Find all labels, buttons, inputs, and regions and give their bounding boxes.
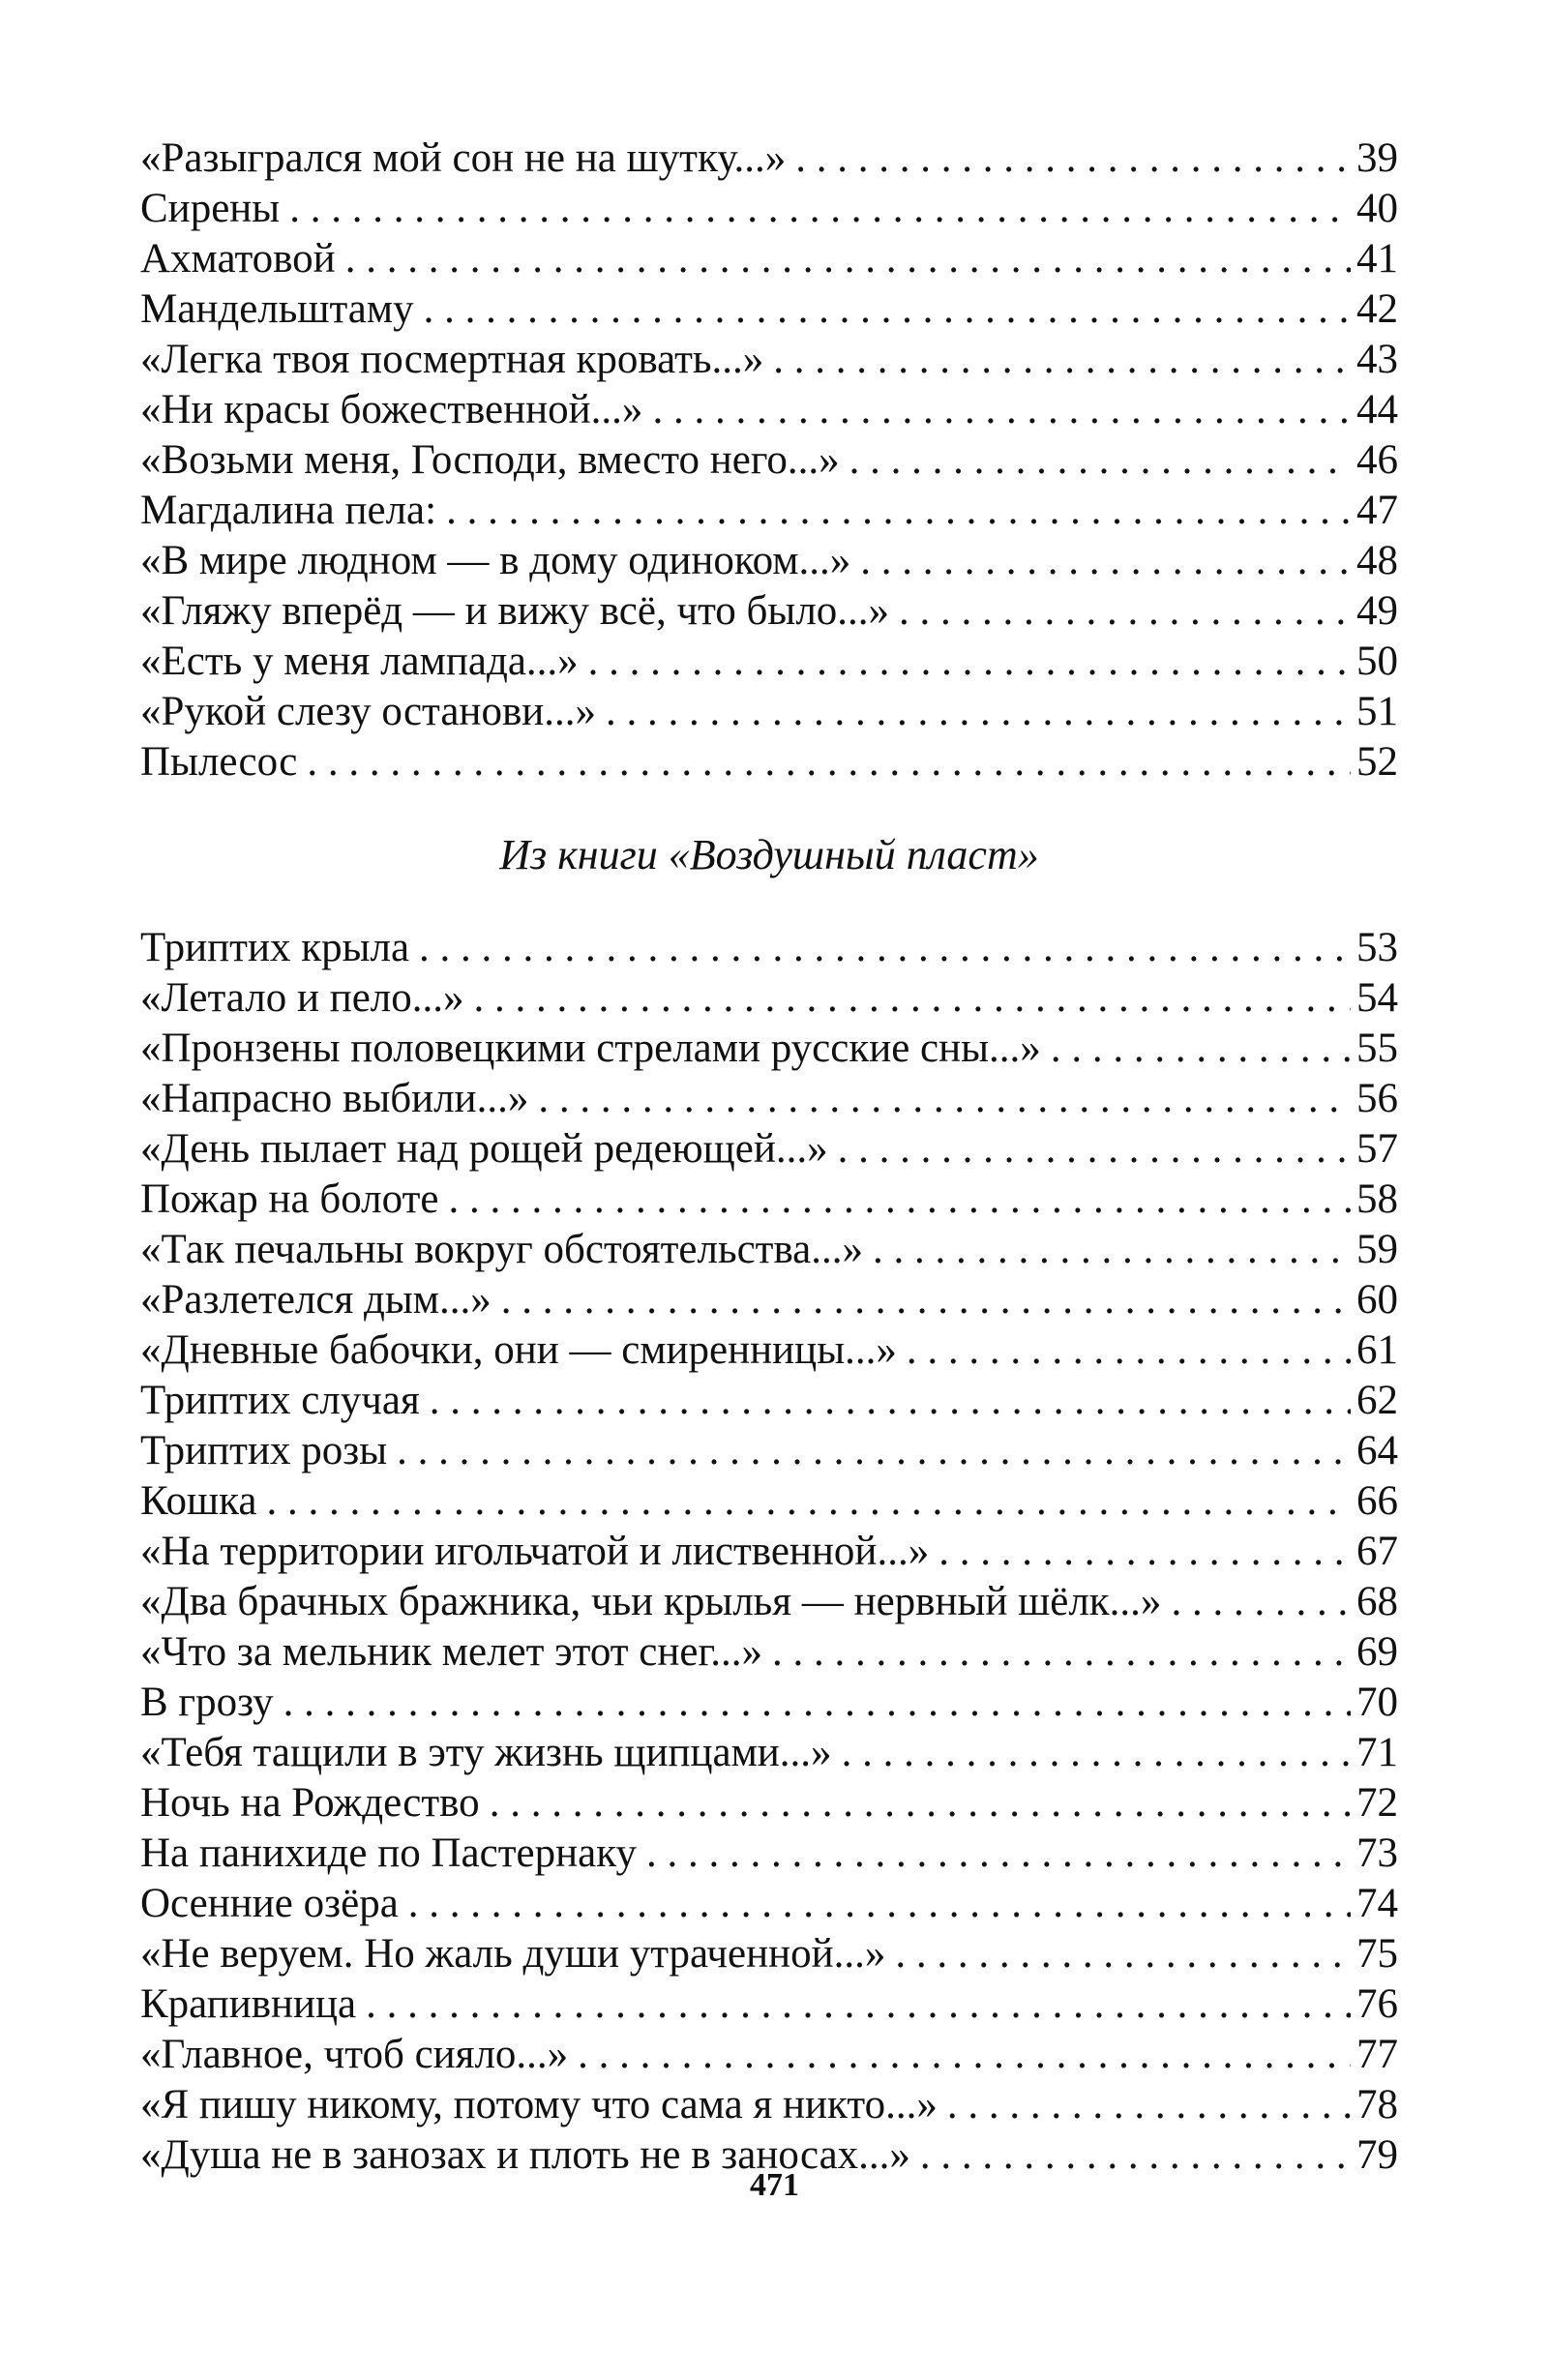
- toc-entry-page: 41: [1356, 236, 1398, 282]
- toc-entry-page: 60: [1356, 1277, 1398, 1323]
- toc-entry-title: Триптих крыла: [140, 925, 410, 970]
- toc-entry-title: «Гляжу вперёд — и вижу всё, что было...»: [140, 588, 890, 634]
- toc-entry-page: 59: [1356, 1227, 1398, 1272]
- toc-entry-title: Пылесос: [140, 739, 298, 785]
- toc-entry-page: 48: [1356, 538, 1398, 583]
- dot-leader: [860, 536, 1351, 586]
- dot-leader: [448, 1175, 1351, 1225]
- dot-leader: [795, 134, 1351, 184]
- toc-entry-page: 56: [1356, 1076, 1398, 1121]
- toc-entry-title: Триптих случая: [140, 1378, 420, 1423]
- toc-entry-page: 55: [1356, 1026, 1398, 1071]
- toc-entry: [140, 1678, 1398, 1728]
- toc-entry: [140, 1778, 1398, 1829]
- toc-entry-page: 78: [1356, 2082, 1398, 2127]
- toc-entry-page: 67: [1356, 1529, 1398, 1574]
- toc-entry: [140, 2030, 1398, 2080]
- toc-entry: [140, 1225, 1398, 1275]
- toc-entry: [140, 586, 1398, 637]
- toc-entry-page: 74: [1356, 1881, 1398, 1926]
- dot-leader: [419, 923, 1351, 973]
- toc-entry: [140, 184, 1398, 234]
- toc-entry-page: 44: [1356, 387, 1398, 432]
- toc-entry-page: 43: [1356, 337, 1398, 382]
- dot-leader: [899, 586, 1351, 637]
- toc-entry: [140, 536, 1398, 586]
- toc-entry-page: 57: [1356, 1126, 1398, 1172]
- toc-entry-title: «День пылает над рощей редеющей...»: [140, 1126, 828, 1172]
- toc-entry: [140, 134, 1398, 184]
- toc-entry: [140, 1426, 1398, 1476]
- toc-entry-title: «Возьми меня, Господи, вместо него...»: [140, 437, 840, 483]
- toc-entry-title: «Тебя тащили в эту жизнь щипцами...»: [140, 1730, 832, 1775]
- dot-leader: [408, 1879, 1351, 1929]
- dot-leader: [773, 335, 1351, 385]
- toc-entry-page: 66: [1356, 1478, 1398, 1524]
- dot-leader: [446, 486, 1351, 536]
- toc-entry-page: 54: [1356, 975, 1398, 1021]
- dot-leader: [490, 1778, 1351, 1829]
- dot-leader: [938, 1527, 1351, 1577]
- dot-leader: [1171, 1577, 1351, 1627]
- toc-entry-page: 75: [1356, 1931, 1398, 1977]
- toc-entry-title: «Разыгрался мой сон не на шутку...»: [140, 135, 787, 181]
- toc-entry-page: 76: [1356, 1981, 1398, 2027]
- toc-entry-title: Пожар на болоте: [140, 1176, 439, 1222]
- dot-leader: [578, 2030, 1351, 2080]
- toc-entry: [140, 637, 1398, 687]
- dot-leader: [307, 737, 1351, 788]
- dot-leader: [345, 234, 1351, 284]
- section-heading: Из книги «Воздушный пласт»: [499, 831, 1039, 878]
- dot-leader: [873, 1225, 1351, 1275]
- toc-entry: [140, 737, 1398, 788]
- dot-leader: [266, 1476, 1351, 1527]
- toc-entry: [140, 1879, 1398, 1929]
- toc-entry-page: 40: [1356, 186, 1398, 231]
- toc-entry-page: 47: [1356, 488, 1398, 533]
- toc-entry: [140, 1627, 1398, 1678]
- toc-entry: [140, 435, 1398, 486]
- dot-leader: [397, 1426, 1351, 1476]
- toc-entry-page: 69: [1356, 1629, 1398, 1675]
- table-of-contents: [140, 134, 1398, 2181]
- toc-entry: [140, 923, 1398, 973]
- toc-entry-page: 79: [1356, 2132, 1398, 2178]
- toc-entry-page: 46: [1356, 437, 1398, 483]
- dot-leader: [474, 973, 1351, 1024]
- toc-entry: [140, 1979, 1398, 2030]
- dot-leader: [1051, 1024, 1351, 1074]
- toc-entry: [140, 385, 1398, 435]
- toc-entry-title: «Есть у меня лампада...»: [140, 639, 579, 684]
- dot-leader: [283, 1678, 1351, 1728]
- toc-entry: [140, 1175, 1398, 1225]
- toc-entry-title: «Дневные бабочки, они — смиренницы...»: [140, 1327, 897, 1373]
- toc-entry-title: Ахматовой: [140, 236, 336, 282]
- dot-leader: [838, 1124, 1351, 1175]
- dot-leader: [895, 1929, 1351, 1979]
- toc-entry-title: «Главное, чтоб сияло...»: [140, 2032, 569, 2077]
- toc-entry-title: «Что за мельник мелет этот снег...»: [140, 1629, 763, 1675]
- toc-entry-page: 61: [1356, 1327, 1398, 1373]
- toc-entry: [140, 335, 1398, 385]
- toc-entry: [140, 234, 1398, 284]
- toc-entry-title: Триптих розы: [140, 1428, 388, 1473]
- toc-entry-page: 39: [1356, 135, 1398, 181]
- page-number: 471: [750, 2167, 799, 2203]
- toc-list-second: [140, 923, 1398, 2181]
- toc-entry-page: 68: [1356, 1579, 1398, 1624]
- toc-entry-title: На панихиде по Пастернаку: [140, 1830, 637, 1876]
- dot-leader: [606, 687, 1351, 737]
- toc-list-first: [140, 134, 1398, 788]
- dot-leader: [538, 1074, 1351, 1124]
- toc-entry-title: «Рукой слезу останови...»: [140, 689, 597, 734]
- dot-leader: [907, 1325, 1351, 1376]
- toc-entry-page: 64: [1356, 1428, 1398, 1473]
- toc-entry-title: «Напрасно выбили...»: [140, 1076, 529, 1121]
- toc-entry: [140, 486, 1398, 536]
- toc-entry-title: В грозу: [140, 1680, 274, 1725]
- toc-entry: [140, 1074, 1398, 1124]
- toc-entry: [140, 1527, 1398, 1577]
- toc-entry: [140, 1476, 1398, 1527]
- dot-leader: [842, 1728, 1351, 1778]
- toc-entry-page: 53: [1356, 925, 1398, 970]
- toc-entry: [140, 1577, 1398, 1627]
- toc-entry: [140, 1124, 1398, 1175]
- toc-entry-page: 72: [1356, 1780, 1398, 1826]
- toc-entry-title: «Два брачных бражника, чьи крылья — нервный шёлк...»: [140, 1579, 1162, 1624]
- dot-leader: [588, 637, 1351, 687]
- dot-leader: [646, 1829, 1351, 1879]
- toc-entry-page: 52: [1356, 739, 1398, 785]
- dot-leader: [947, 2080, 1351, 2130]
- toc-entry-title: Крапивница: [140, 1981, 357, 2027]
- dot-leader: [849, 435, 1351, 486]
- toc-entry-page: 73: [1356, 1830, 1398, 1876]
- toc-entry-page: 50: [1356, 639, 1398, 684]
- toc-entry-title: Осенние озёра: [140, 1881, 399, 1926]
- dot-leader: [424, 284, 1351, 335]
- toc-entry-title: Ночь на Рождество: [140, 1780, 480, 1826]
- toc-entry-title: «Разлетелся дым...»: [140, 1277, 492, 1323]
- toc-entry-page: 49: [1356, 588, 1398, 634]
- toc-entry-page: 70: [1356, 1680, 1398, 1725]
- toc-entry-title: «Пронзены половецкими стрелами русские сны...»: [140, 1026, 1041, 1071]
- toc-entry-page: 51: [1356, 689, 1398, 734]
- toc-entry: [140, 1728, 1398, 1778]
- toc-entry: [140, 1024, 1398, 1074]
- toc-entry: [140, 1275, 1398, 1325]
- dot-leader: [430, 1376, 1351, 1426]
- dot-leader: [772, 1627, 1351, 1678]
- toc-entry-page: 42: [1356, 286, 1398, 332]
- toc-entry: [140, 1325, 1398, 1376]
- toc-entry: [140, 284, 1398, 335]
- toc-entry-page: 71: [1356, 1730, 1398, 1775]
- toc-entry-title: Мандельштаму: [140, 286, 414, 332]
- toc-entry: [140, 973, 1398, 1024]
- toc-entry-title: «Душа не в занозах и плоть не в заносах...»: [140, 2132, 910, 2178]
- toc-entry-title: «Летало и пело...»: [140, 975, 464, 1021]
- toc-entry-title: «В мире людном — в дому одиноком...»: [140, 538, 851, 583]
- dot-leader: [652, 385, 1351, 435]
- toc-entry-page: 62: [1356, 1378, 1398, 1423]
- toc-entry: [140, 1829, 1398, 1879]
- toc-entry-title: «Не веруем. Но жаль души утраченной...»: [140, 1931, 886, 1977]
- toc-entry-page: 58: [1356, 1176, 1398, 1222]
- toc-entry: [140, 1376, 1398, 1426]
- toc-entry-title: «Я пишу никому, потому что сама я никто...»: [140, 2082, 938, 2127]
- toc-entry-title: «Так печальны вокруг обстоятельства...»: [140, 1227, 864, 1272]
- dot-leader: [289, 184, 1351, 234]
- toc-entry-title: Сирены: [140, 186, 281, 231]
- dot-leader: [366, 1979, 1351, 2030]
- dot-leader: [501, 1275, 1351, 1325]
- toc-entry-title: «Легка твоя посмертная кровать...»: [140, 337, 764, 382]
- toc-entry: [140, 687, 1398, 737]
- toc-entry-title: Кошка: [140, 1478, 257, 1524]
- toc-entry-title: «На территории игольчатой и лиственной...»: [140, 1529, 930, 1574]
- toc-entry: [140, 2080, 1398, 2130]
- toc-entry: [140, 1929, 1398, 1979]
- toc-entry-page: 77: [1356, 2032, 1398, 2077]
- toc-entry-title: «Ни красы божественной...»: [140, 387, 643, 432]
- toc-entry-title: Магдалина пела:: [140, 488, 437, 533]
